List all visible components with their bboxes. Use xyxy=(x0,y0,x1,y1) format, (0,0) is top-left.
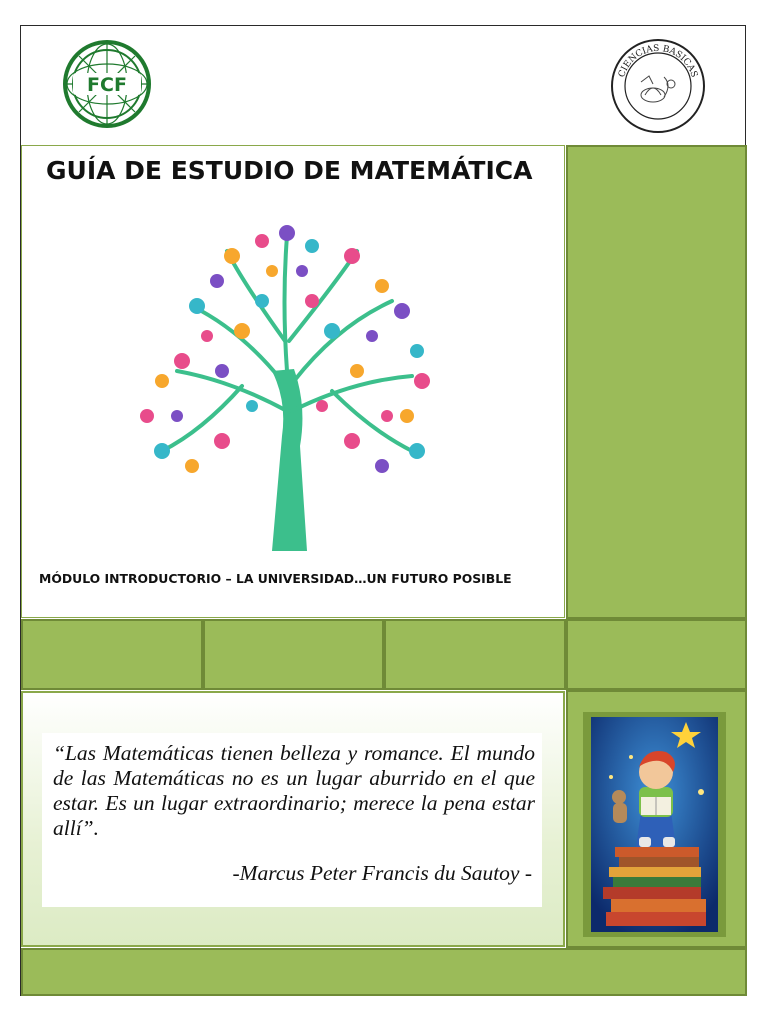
title-panel xyxy=(21,145,565,618)
seal-text: CIENCIAS BASICAS xyxy=(617,43,699,79)
green-band-cell-3 xyxy=(384,619,566,690)
fcf-logo-text: FCF xyxy=(87,74,127,96)
handprint-tree-icon xyxy=(122,211,457,556)
quote-author: -Marcus Peter Francis du Sautoy - xyxy=(232,861,532,885)
quote-text: “Las Matemáticas tienen belleza y romance. El mundo de las Matemáticas no es un lugar aburrido en el que estar. Es un lugar extraordinario; merece la pena estar allí”. xyxy=(53,741,535,840)
green-band-cell-2 xyxy=(203,619,384,690)
child-reading-on-books-icon xyxy=(591,717,718,932)
green-band-cell-4 xyxy=(566,619,747,690)
fcf-emblem-icon xyxy=(63,40,151,128)
green-footer-band xyxy=(21,948,747,996)
quote-box xyxy=(42,733,542,907)
green-side-panel xyxy=(566,145,747,619)
illustration-frame xyxy=(583,712,726,937)
document-title: GUÍA DE ESTUDIO DE MATEMÁTICA xyxy=(46,156,533,185)
quote-panel xyxy=(21,691,565,947)
module-subtitle: MÓDULO INTRODUCTORIO – LA UNIVERSIDAD…UN FUTURO POSIBLE xyxy=(39,571,512,586)
ciencias-basicas-seal-icon xyxy=(609,37,707,135)
green-band-cell-1 xyxy=(21,619,203,690)
